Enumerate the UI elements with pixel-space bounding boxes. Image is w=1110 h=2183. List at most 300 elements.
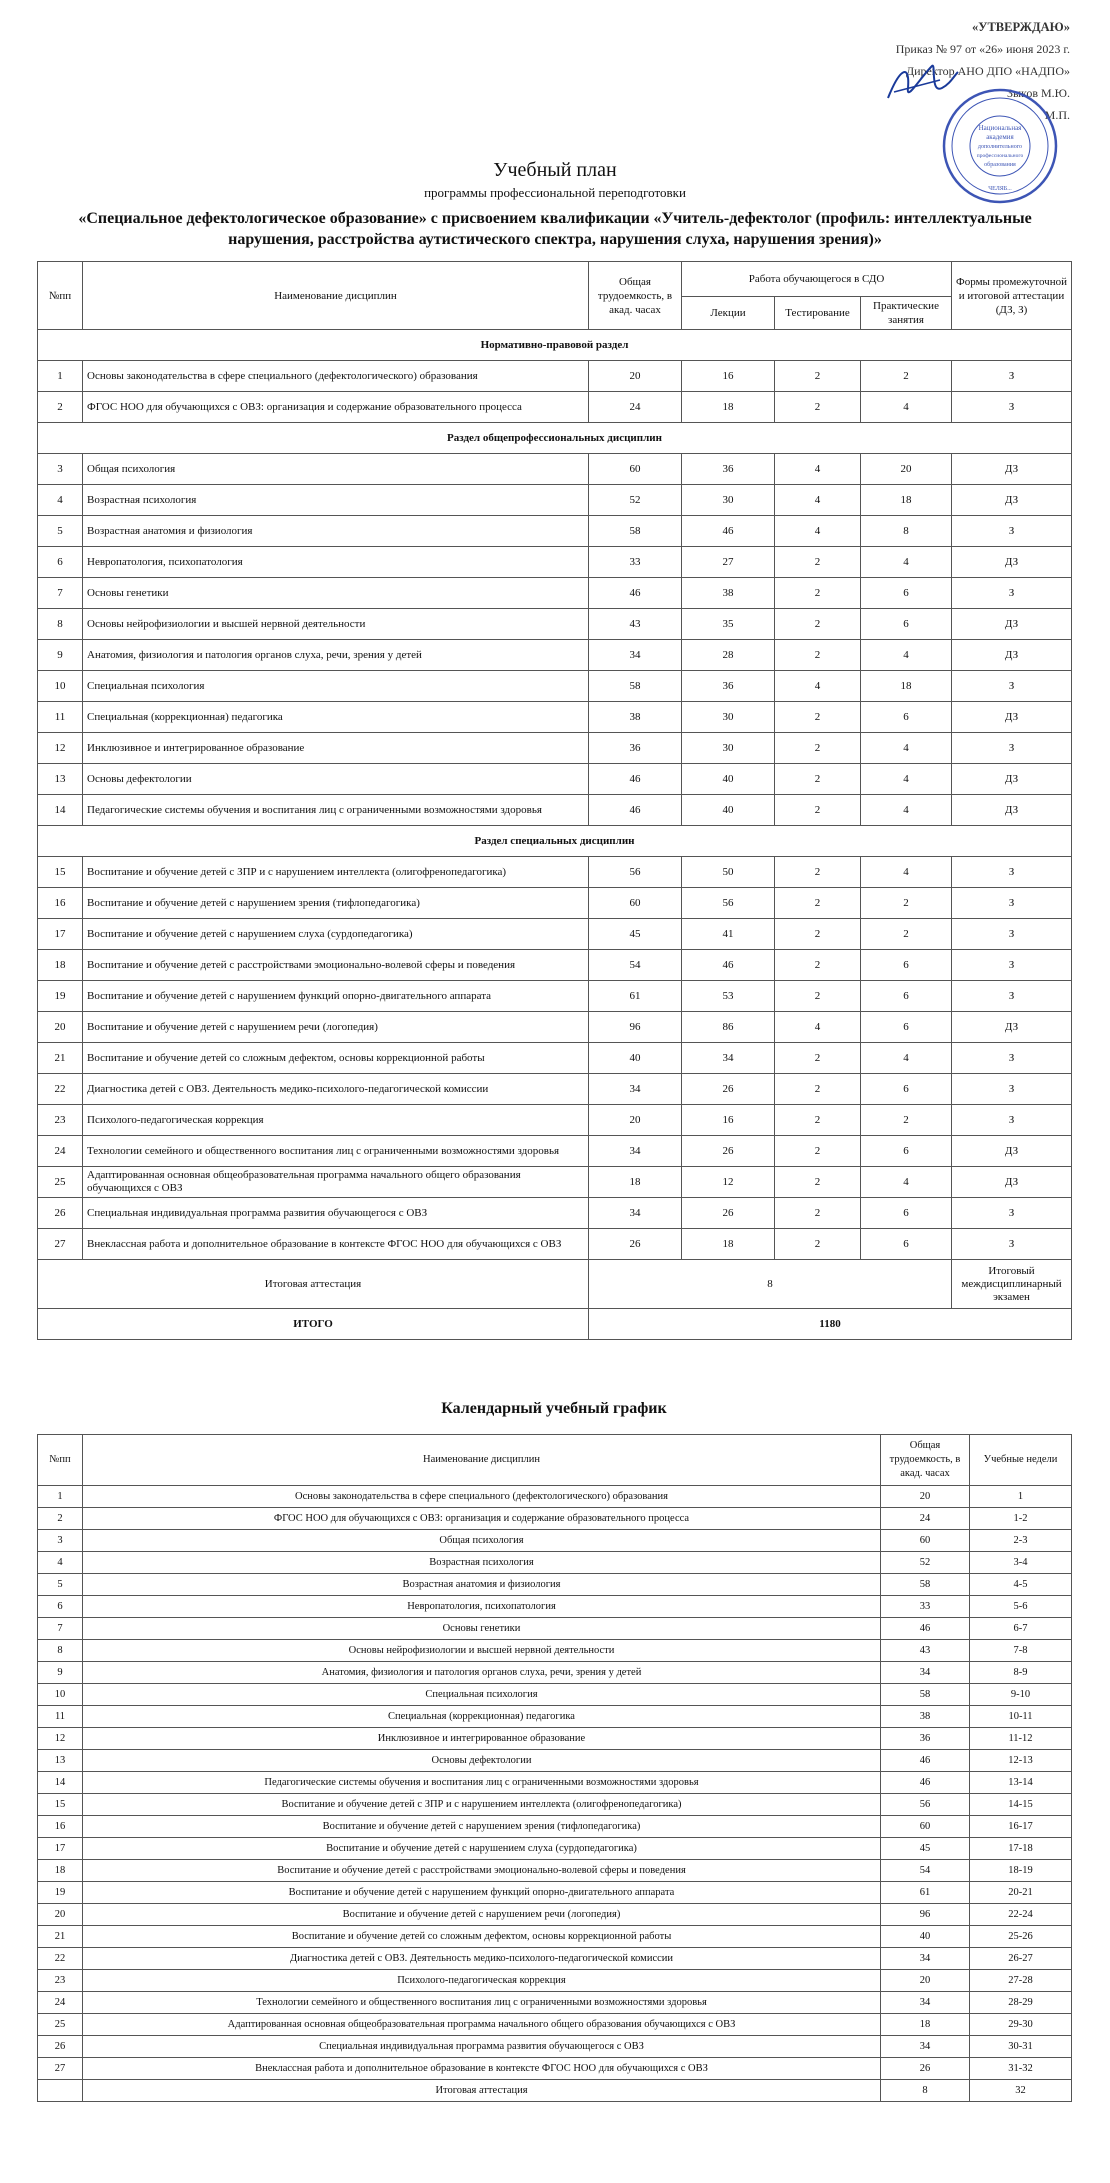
cal-row-discipline: Основы законодательства в сфере специального (дефектологического) образования <box>83 1486 881 1508</box>
row-number: 22 <box>38 1074 83 1105</box>
row-form: З <box>952 392 1072 423</box>
row-discipline: Воспитание и обучение детей со сложным дефектом, основы коррекционной работы <box>83 1043 589 1074</box>
row-total-hours: 61 <box>589 981 682 1012</box>
row-lectures: 35 <box>682 609 775 640</box>
row-number: 24 <box>38 1136 83 1167</box>
cal-row-discipline: Инклюзивное и интегрированное образование <box>83 1728 881 1750</box>
calendar-row <box>38 1882 1072 1904</box>
approval-order: Приказ № 97 от «26» июня 2023 г. <box>895 42 1070 56</box>
row-discipline: Воспитание и обучение детей с ЗПР и с нарушением интеллекта (олигофренопедагогика) <box>83 857 589 888</box>
row-discipline: Невропатология, психопатология <box>83 547 589 578</box>
row-discipline: Специальная психология <box>83 671 589 702</box>
cal-row-weeks: 1 <box>970 1486 1072 1508</box>
cal-row-number: 14 <box>38 1772 83 1794</box>
row-lectures: 53 <box>682 981 775 1012</box>
row-number: 9 <box>38 640 83 671</box>
table-row <box>38 1198 1072 1229</box>
cal-row-discipline: Воспитание и обучение детей с расстройствами эмоционально-волевой сферы и поведения <box>83 1860 881 1882</box>
row-form: З <box>952 733 1072 764</box>
row-total-hours: 43 <box>589 609 682 640</box>
cal-row-discipline: Основы дефектологии <box>83 1750 881 1772</box>
cal-row-discipline: Основы нейрофизиологии и высшей нервной деятельности <box>83 1640 881 1662</box>
calendar-row <box>38 1750 1072 1772</box>
row-total-hours: 18 <box>589 1167 682 1198</box>
table-row <box>38 454 1072 485</box>
row-form: ДЗ <box>952 640 1072 671</box>
row-lectures: 56 <box>682 888 775 919</box>
calendar-row <box>38 1552 1072 1574</box>
cal-row-weeks: 7-8 <box>970 1640 1072 1662</box>
cal-row-total-hours: 8 <box>881 2080 970 2102</box>
table-row <box>38 1043 1072 1074</box>
table-row <box>38 1229 1072 1260</box>
cal-row-total-hours: 54 <box>881 1860 970 1882</box>
cal-row-number: 10 <box>38 1684 83 1706</box>
row-testing: 2 <box>775 609 861 640</box>
section-title: Раздел общепрофессиональных дисциплин <box>38 423 1072 454</box>
cal-row-discipline: Специальная психология <box>83 1684 881 1706</box>
row-practice: 2 <box>861 361 952 392</box>
section-title: Нормативно-правовой раздел <box>38 330 1072 361</box>
row-total-hours: 58 <box>589 671 682 702</box>
calendar-row <box>38 1794 1072 1816</box>
row-discipline: Воспитание и обучение детей с нарушением зрения (тифлопедагогика) <box>83 888 589 919</box>
cal-row-total-hours: 34 <box>881 2036 970 2058</box>
row-lectures: 36 <box>682 671 775 702</box>
table-row <box>38 1167 1072 1198</box>
row-practice: 4 <box>861 640 952 671</box>
cal-row-number: 5 <box>38 1574 83 1596</box>
row-lectures: 26 <box>682 1198 775 1229</box>
cal-row-weeks: 30-31 <box>970 2036 1072 2058</box>
cal-row-discipline: Воспитание и обучение детей со сложным дефектом, основы коррекционной работы <box>83 1926 881 1948</box>
row-testing: 2 <box>775 1136 861 1167</box>
row-form: З <box>952 950 1072 981</box>
calendar-row <box>38 2080 1072 2102</box>
row-discipline: Внеклассная работа и дополнительное образование в контексте ФГОС НОО для обучающихся с ОВЗ <box>83 1229 589 1260</box>
cal-row-total-hours: 33 <box>881 1596 970 1618</box>
cal-row-total-hours: 40 <box>881 1926 970 1948</box>
cal-row-discipline: Технологии семейного и общественного воспитания лиц с ограниченными возможностями здоровья <box>83 1992 881 2014</box>
row-discipline: Основы дефектологии <box>83 764 589 795</box>
row-form: ДЗ <box>952 609 1072 640</box>
cal-row-total-hours: 34 <box>881 1948 970 1970</box>
row-total-hours: 52 <box>589 485 682 516</box>
cal-row-number: 6 <box>38 1596 83 1618</box>
cal-row-number: 21 <box>38 1926 83 1948</box>
row-practice: 18 <box>861 485 952 516</box>
row-practice: 6 <box>861 578 952 609</box>
cal-row-weeks: 1-2 <box>970 1508 1072 1530</box>
row-total-hours: 60 <box>589 888 682 919</box>
seal-line-1: Национальная <box>978 124 1022 132</box>
calendar-row <box>38 1530 1072 1552</box>
cal-row-number: 8 <box>38 1640 83 1662</box>
row-lectures: 50 <box>682 857 775 888</box>
calendar-row <box>38 1662 1072 1684</box>
cal-row-total-hours: 96 <box>881 1904 970 1926</box>
calendar-row <box>38 1508 1072 1530</box>
row-lectures: 46 <box>682 516 775 547</box>
table-row <box>38 919 1072 950</box>
cal-row-discipline: Анатомия, физиология и патология органов слуха, речи, зрения у детей <box>83 1662 881 1684</box>
row-number: 20 <box>38 1012 83 1043</box>
col-name: Наименование дисциплин <box>83 262 589 330</box>
row-form: ДЗ <box>952 547 1072 578</box>
row-testing: 2 <box>775 919 861 950</box>
row-practice: 2 <box>861 1105 952 1136</box>
row-lectures: 86 <box>682 1012 775 1043</box>
row-lectures: 27 <box>682 547 775 578</box>
row-total-hours: 34 <box>589 1136 682 1167</box>
row-total-hours: 20 <box>589 1105 682 1136</box>
table-row <box>38 888 1072 919</box>
row-discipline: Адаптированная основная общеобразовательная программа начального общего образования обучающихся с ОВЗ <box>83 1167 589 1198</box>
row-practice: 4 <box>861 547 952 578</box>
row-lectures: 41 <box>682 919 775 950</box>
row-testing: 4 <box>775 1012 861 1043</box>
cal-row-discipline: Специальная (коррекционная) педагогика <box>83 1706 881 1728</box>
row-total-hours: 46 <box>589 764 682 795</box>
row-discipline: Общая психология <box>83 454 589 485</box>
row-practice: 2 <box>861 919 952 950</box>
cal-row-number: 9 <box>38 1662 83 1684</box>
cal-row-weeks: 32 <box>970 2080 1072 2102</box>
cal-row-total-hours: 20 <box>881 1486 970 1508</box>
cal-row-total-hours: 58 <box>881 1574 970 1596</box>
cal-row-weeks: 2-3 <box>970 1530 1072 1552</box>
row-total-hours: 54 <box>589 950 682 981</box>
calendar-row <box>38 1706 1072 1728</box>
section-title: Раздел специальных дисциплин <box>38 826 1072 857</box>
row-number: 21 <box>38 1043 83 1074</box>
calendar-row <box>38 1640 1072 1662</box>
table-row <box>38 1105 1072 1136</box>
cal-row-number <box>38 2080 83 2102</box>
cal-row-weeks: 11-12 <box>970 1728 1072 1750</box>
row-practice: 8 <box>861 516 952 547</box>
row-lectures: 36 <box>682 454 775 485</box>
row-testing: 2 <box>775 764 861 795</box>
row-discipline: Технологии семейного и общественного воспитания лиц с ограниченными возможностями здоровья <box>83 1136 589 1167</box>
row-practice: 4 <box>861 857 952 888</box>
seal-line-5: образования <box>984 162 1016 168</box>
row-lectures: 18 <box>682 392 775 423</box>
cal-row-weeks: 3-4 <box>970 1552 1072 1574</box>
cal-row-weeks: 8-9 <box>970 1662 1072 1684</box>
cal-row-total-hours: 46 <box>881 1618 970 1640</box>
row-form: З <box>952 1229 1072 1260</box>
approval-title: «УТВЕРЖДАЮ» <box>972 20 1070 34</box>
cal-row-total-hours: 34 <box>881 1662 970 1684</box>
row-testing: 2 <box>775 857 861 888</box>
row-total-hours: 58 <box>589 516 682 547</box>
row-form: ДЗ <box>952 1012 1072 1043</box>
cal-row-number: 18 <box>38 1860 83 1882</box>
row-total-hours: 45 <box>589 919 682 950</box>
row-testing: 4 <box>775 485 861 516</box>
row-form: З <box>952 516 1072 547</box>
row-lectures: 40 <box>682 795 775 826</box>
table-row <box>38 950 1072 981</box>
row-lectures: 16 <box>682 361 775 392</box>
row-testing: 2 <box>775 1198 861 1229</box>
row-total-hours: 40 <box>589 1043 682 1074</box>
cal-row-number: 15 <box>38 1794 83 1816</box>
cal-row-weeks: 9-10 <box>970 1684 1072 1706</box>
cal-row-total-hours: 34 <box>881 1992 970 2014</box>
row-testing: 2 <box>775 1167 861 1198</box>
row-practice: 6 <box>861 1136 952 1167</box>
row-practice: 6 <box>861 1198 952 1229</box>
table-row <box>38 392 1072 423</box>
row-testing: 2 <box>775 361 861 392</box>
cal-row-total-hours: 26 <box>881 2058 970 2080</box>
row-testing: 4 <box>775 671 861 702</box>
row-form: З <box>952 1198 1072 1229</box>
cal-row-weeks: 5-6 <box>970 1596 1072 1618</box>
row-discipline: Специальная (коррекционная) педагогика <box>83 702 589 733</box>
cal-row-discipline: Воспитание и обучение детей с ЗПР и с нарушением интеллекта (олигофренопедагогика) <box>83 1794 881 1816</box>
calendar-row <box>38 1596 1072 1618</box>
approval-name: Зыков М.Ю. <box>1007 86 1070 100</box>
table-row <box>38 671 1072 702</box>
row-number: 18 <box>38 950 83 981</box>
row-discipline: Основы нейрофизиологии и высшей нервной деятельности <box>83 609 589 640</box>
page-subtitle: программы профессиональной переподготовки <box>424 185 686 200</box>
row-practice: 6 <box>861 1074 952 1105</box>
row-number: 8 <box>38 609 83 640</box>
curriculum-table <box>37 261 1072 1340</box>
row-testing: 2 <box>775 1105 861 1136</box>
row-discipline: Основы законодательства в сфере специального (дефектологического) образования <box>83 361 589 392</box>
cal-row-total-hours: 60 <box>881 1530 970 1552</box>
cal-row-discipline: Воспитание и обучение детей с нарушением речи (логопедия) <box>83 1904 881 1926</box>
row-practice: 6 <box>861 1012 952 1043</box>
row-lectures: 12 <box>682 1167 775 1198</box>
program-title: «Специальное дефектологическое образование» с присвоением квалификации «Учитель-дефектолог (профиль: интеллектуальные нарушения, расстройства аутистического спектра, нарушения слуха, нарушения зрения)» <box>78 210 1032 248</box>
cal-row-number: 3 <box>38 1530 83 1552</box>
row-total-hours: 56 <box>589 857 682 888</box>
cal-row-weeks: 31-32 <box>970 2058 1072 2080</box>
row-number: 5 <box>38 516 83 547</box>
cal-row-discipline: Общая психология <box>83 1530 881 1552</box>
row-number: 14 <box>38 795 83 826</box>
final-attestation-form: Итоговый междисциплинарный экзамен <box>952 1260 1072 1309</box>
cal-row-number: 12 <box>38 1728 83 1750</box>
cal-row-discipline: Воспитание и обучение детей с нарушением слуха (сурдопедагогика) <box>83 1838 881 1860</box>
calendar-table <box>37 1434 1072 2102</box>
cal-col-total: Общая трудоемкость, в акад. часах <box>881 1435 970 1486</box>
calendar-row <box>38 1860 1072 1882</box>
calendar-row <box>38 2014 1072 2036</box>
calendar-row <box>38 2036 1072 2058</box>
calendar-row <box>38 1948 1072 1970</box>
row-discipline: Анатомия, физиология и патология органов слуха, речи, зрения у детей <box>83 640 589 671</box>
row-number: 27 <box>38 1229 83 1260</box>
row-lectures: 28 <box>682 640 775 671</box>
cal-row-weeks: 16-17 <box>970 1816 1072 1838</box>
cal-row-weeks: 13-14 <box>970 1772 1072 1794</box>
row-number: 7 <box>38 578 83 609</box>
row-form: З <box>952 857 1072 888</box>
row-discipline: Педагогические системы обучения и воспитания лиц с ограниченными возможностями здоровья <box>83 795 589 826</box>
section-row <box>38 826 1072 857</box>
row-discipline: Воспитание и обучение детей с нарушением речи (логопедия) <box>83 1012 589 1043</box>
cal-row-weeks: 12-13 <box>970 1750 1072 1772</box>
row-testing: 4 <box>775 454 861 485</box>
cal-row-number: 13 <box>38 1750 83 1772</box>
row-practice: 6 <box>861 702 952 733</box>
row-number: 6 <box>38 547 83 578</box>
table-row <box>38 1136 1072 1167</box>
cal-row-number: 2 <box>38 1508 83 1530</box>
row-discipline: Специальная индивидуальная программа развития обучающегося с ОВЗ <box>83 1198 589 1229</box>
section-row <box>38 423 1072 454</box>
row-total-hours: 36 <box>589 733 682 764</box>
calendar-row <box>38 1574 1072 1596</box>
row-practice: 4 <box>861 764 952 795</box>
row-form: З <box>952 361 1072 392</box>
row-lectures: 26 <box>682 1074 775 1105</box>
calendar-title: Календарный учебный график <box>441 1400 667 1417</box>
row-practice: 18 <box>861 671 952 702</box>
cal-row-discipline: Возрастная анатомия и физиология <box>83 1574 881 1596</box>
row-total-hours: 60 <box>589 454 682 485</box>
row-form: ДЗ <box>952 795 1072 826</box>
row-lectures: 40 <box>682 764 775 795</box>
row-testing: 2 <box>775 640 861 671</box>
row-testing: 2 <box>775 888 861 919</box>
total-row <box>38 1309 1072 1340</box>
row-testing: 2 <box>775 795 861 826</box>
total-label: ИТОГО <box>38 1309 589 1340</box>
row-form: ДЗ <box>952 454 1072 485</box>
cal-row-total-hours: 46 <box>881 1750 970 1772</box>
cal-row-weeks: 14-15 <box>970 1794 1072 1816</box>
table-row <box>38 640 1072 671</box>
cal-row-weeks: 29-30 <box>970 2014 1072 2036</box>
row-form: ДЗ <box>952 764 1072 795</box>
row-number: 13 <box>38 764 83 795</box>
cal-row-total-hours: 24 <box>881 1508 970 1530</box>
row-testing: 2 <box>775 733 861 764</box>
row-lectures: 16 <box>682 1105 775 1136</box>
cal-row-weeks: 28-29 <box>970 1992 1072 2014</box>
cal-row-total-hours: 52 <box>881 1552 970 1574</box>
row-testing: 2 <box>775 1229 861 1260</box>
row-number: 25 <box>38 1167 83 1198</box>
calendar-row <box>38 1970 1072 1992</box>
table-row <box>38 1012 1072 1043</box>
seal-line-2: академия <box>986 133 1014 141</box>
calendar-row <box>38 1926 1072 1948</box>
cal-row-discipline: Основы генетики <box>83 1618 881 1640</box>
row-practice: 6 <box>861 950 952 981</box>
approval-position: Директор АНО ДПО «НАДПО» <box>905 64 1070 78</box>
seal-line-3: дополнительного <box>977 144 1023 150</box>
table-row <box>38 1074 1072 1105</box>
row-testing: 2 <box>775 547 861 578</box>
table-row <box>38 857 1072 888</box>
cal-row-total-hours: 56 <box>881 1794 970 1816</box>
row-number: 10 <box>38 671 83 702</box>
cal-row-number: 27 <box>38 2058 83 2080</box>
cal-row-total-hours: 20 <box>881 1970 970 1992</box>
col-total: Общая трудоемкость, в акад. часах <box>589 262 682 330</box>
row-practice: 6 <box>861 1229 952 1260</box>
table-row <box>38 733 1072 764</box>
row-discipline: Возрастная психология <box>83 485 589 516</box>
row-form: З <box>952 981 1072 1012</box>
row-practice: 4 <box>861 1043 952 1074</box>
row-number: 26 <box>38 1198 83 1229</box>
row-form: З <box>952 671 1072 702</box>
cal-row-discipline: Воспитание и обучение детей с нарушением зрения (тифлопедагогика) <box>83 1816 881 1838</box>
row-discipline: Психолого-педагогическая коррекция <box>83 1105 589 1136</box>
row-form: З <box>952 1043 1072 1074</box>
cal-row-total-hours: 36 <box>881 1728 970 1750</box>
calendar-row <box>38 1838 1072 1860</box>
row-discipline: Инклюзивное и интегрированное образование <box>83 733 589 764</box>
row-form: З <box>952 919 1072 950</box>
calendar-row <box>38 1486 1072 1508</box>
cal-row-weeks: 20-21 <box>970 1882 1072 1904</box>
row-discipline: ФГОС НОО для обучающихся с ОВЗ: организация и содержание образовательного процесса <box>83 392 589 423</box>
col-forms: Формы промежуточной и итоговой аттестации (ДЗ, З) <box>952 262 1072 330</box>
total-hours: 1180 <box>589 1309 1072 1340</box>
row-form: ДЗ <box>952 485 1072 516</box>
table-row <box>38 485 1072 516</box>
col-practice: Практические занятия <box>861 297 952 330</box>
row-discipline: Диагностика детей с ОВЗ. Деятельность медико-психолого-педагогической комиссии <box>83 1074 589 1105</box>
col-num: №пп <box>38 262 83 330</box>
cal-row-discipline: ФГОС НОО для обучающихся с ОВЗ: организация и содержание образовательного процесса <box>83 1508 881 1530</box>
table-row <box>38 547 1072 578</box>
row-practice: 4 <box>861 392 952 423</box>
row-testing: 2 <box>775 950 861 981</box>
cal-row-discipline: Специальная индивидуальная программа развития обучающегося с ОВЗ <box>83 2036 881 2058</box>
row-testing: 2 <box>775 981 861 1012</box>
row-form: З <box>952 578 1072 609</box>
calendar-row <box>38 1904 1072 1926</box>
cal-row-total-hours: 61 <box>881 1882 970 1904</box>
table-row <box>38 702 1072 733</box>
calendar-row <box>38 1772 1072 1794</box>
row-number: 2 <box>38 392 83 423</box>
cal-row-number: 20 <box>38 1904 83 1926</box>
cal-col-num: №пп <box>38 1435 83 1486</box>
cal-row-number: 17 <box>38 1838 83 1860</box>
row-testing: 2 <box>775 392 861 423</box>
row-testing: 4 <box>775 516 861 547</box>
row-total-hours: 46 <box>589 578 682 609</box>
row-lectures: 30 <box>682 702 775 733</box>
row-practice: 2 <box>861 888 952 919</box>
row-practice: 20 <box>861 454 952 485</box>
row-total-hours: 20 <box>589 361 682 392</box>
cal-row-discipline: Невропатология, психопатология <box>83 1596 881 1618</box>
row-form: ДЗ <box>952 702 1072 733</box>
row-discipline: Воспитание и обучение детей с расстройствами эмоционально-волевой сферы и поведения <box>83 950 589 981</box>
cal-row-weeks: 22-24 <box>970 1904 1072 1926</box>
row-practice: 4 <box>861 1167 952 1198</box>
cal-col-name: Наименование дисциплин <box>83 1435 881 1486</box>
final-attestation-row <box>38 1260 1072 1309</box>
cal-row-weeks: 26-27 <box>970 1948 1072 1970</box>
cal-row-total-hours: 60 <box>881 1816 970 1838</box>
cal-row-total-hours: 45 <box>881 1838 970 1860</box>
